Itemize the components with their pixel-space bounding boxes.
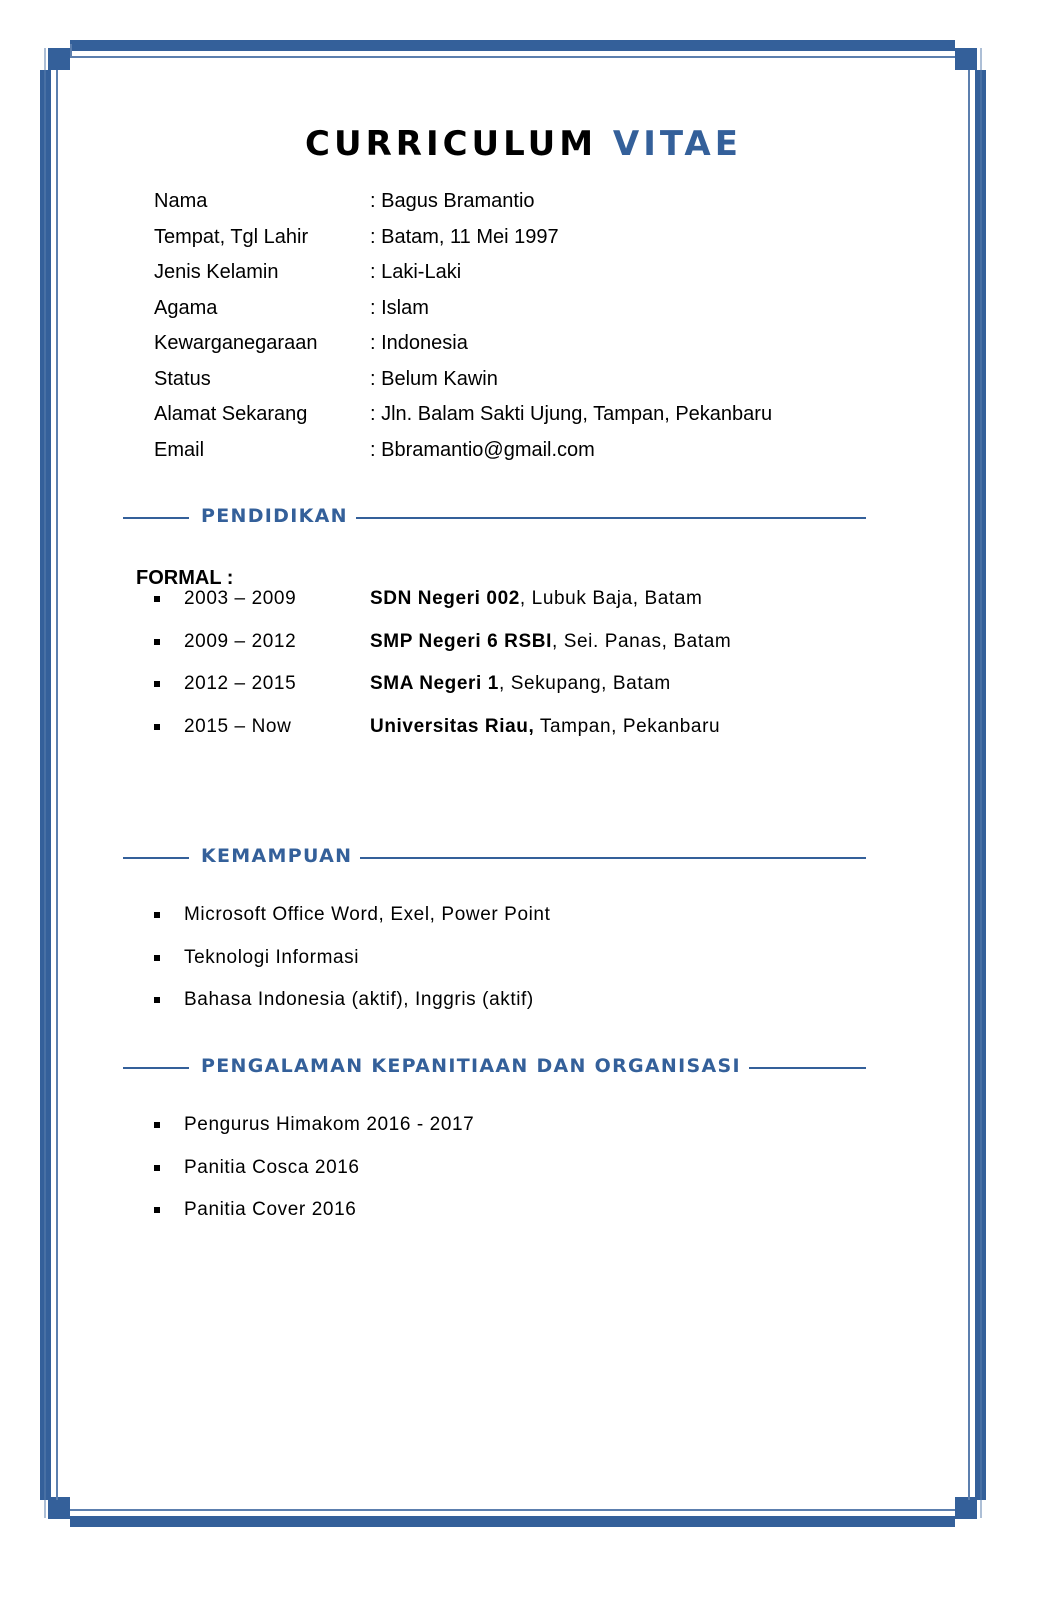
info-label: Status xyxy=(154,367,211,390)
info-value: : Islam xyxy=(370,296,429,319)
info-label: Jenis Kelamin xyxy=(154,261,279,283)
organization-text: Panitia Cosca 2016 xyxy=(184,1156,360,1178)
info-value: : Indonesia xyxy=(370,332,468,354)
section-heading: PENDIDIKAN xyxy=(193,505,356,527)
info-label: Tempat, Tgl Lahir xyxy=(154,225,309,248)
school-location: , Lubuk Baja, Batam xyxy=(519,588,703,609)
section-divider-left xyxy=(123,517,189,519)
section-divider-left xyxy=(123,1067,189,1069)
info-value: : Belum Kawin xyxy=(370,367,498,390)
skill-text: Microsoft Office Word, Exel, Power Point xyxy=(184,904,551,925)
organization-text: Panitia Cover 2016 xyxy=(184,1199,357,1220)
section-divider-right xyxy=(343,857,866,859)
bullet-icon xyxy=(154,1207,160,1213)
info-label: Email xyxy=(154,438,205,461)
education-years: 2003 – 2009 xyxy=(184,588,297,609)
formal-label: FORMAL : xyxy=(136,567,234,589)
school-location: , Sekupang, Batam xyxy=(498,673,671,694)
skill-text: Bahasa Indonesia (aktif), Inggris (aktif) xyxy=(184,989,534,1010)
education-years: 2015 – Now xyxy=(184,715,292,737)
section-kemampuan xyxy=(123,845,866,871)
info-value: : Jln. Balam Sakti Ujung, Tampan, Pekanbaru xyxy=(370,403,773,425)
info-label: Nama xyxy=(154,190,208,212)
bullet-icon xyxy=(154,1165,160,1171)
school-name: SDN Negeri 002 xyxy=(370,588,520,609)
section-organisasi xyxy=(123,1055,866,1081)
bullet-icon xyxy=(154,596,160,602)
info-value: : Bagus Bramantio xyxy=(370,190,535,212)
school-name: Universitas Riau, xyxy=(370,715,535,737)
info-value: : Batam, 11 Mei 1997 xyxy=(370,225,559,248)
bullet-icon xyxy=(154,1122,160,1128)
title-part2: VITAE xyxy=(612,124,742,164)
section-heading: KEMAMPUAN xyxy=(193,845,360,867)
school-location: , Sei. Panas, Batam xyxy=(551,630,732,652)
page-title xyxy=(0,124,1047,164)
title-part1: CURRICULUM xyxy=(305,124,598,164)
bullet-icon xyxy=(154,681,160,687)
bullet-icon xyxy=(154,912,160,918)
section-divider-left xyxy=(123,857,189,859)
skill-text: Teknologi Informasi xyxy=(184,946,360,968)
bullet-icon xyxy=(154,639,160,645)
info-value: : Bbramantio@gmail.com xyxy=(370,438,595,461)
section-divider-right xyxy=(343,517,866,519)
info-value: : Laki-Laki xyxy=(370,261,462,283)
school-name: SMA Negeri 1 xyxy=(370,673,499,694)
bullet-icon xyxy=(154,997,160,1003)
education-years: 2012 – 2015 xyxy=(184,673,297,694)
school-name: SMP Negeri 6 RSBI xyxy=(370,630,552,652)
school-location: Tampan, Pekanbaru xyxy=(534,715,721,737)
info-label: Alamat Sekarang xyxy=(154,403,308,425)
section-heading: PENGALAMAN KEPANITIAAN DAN ORGANISASI xyxy=(193,1055,749,1077)
info-label: Agama xyxy=(154,296,218,319)
bullet-icon xyxy=(154,724,160,730)
section-pendidikan xyxy=(123,505,866,531)
bullet-icon xyxy=(154,955,160,961)
organization-text: Pengurus Himakom 2016 - 2017 xyxy=(184,1114,475,1135)
education-years: 2009 – 2012 xyxy=(184,630,297,652)
info-label: Kewarganegaraan xyxy=(154,332,318,354)
